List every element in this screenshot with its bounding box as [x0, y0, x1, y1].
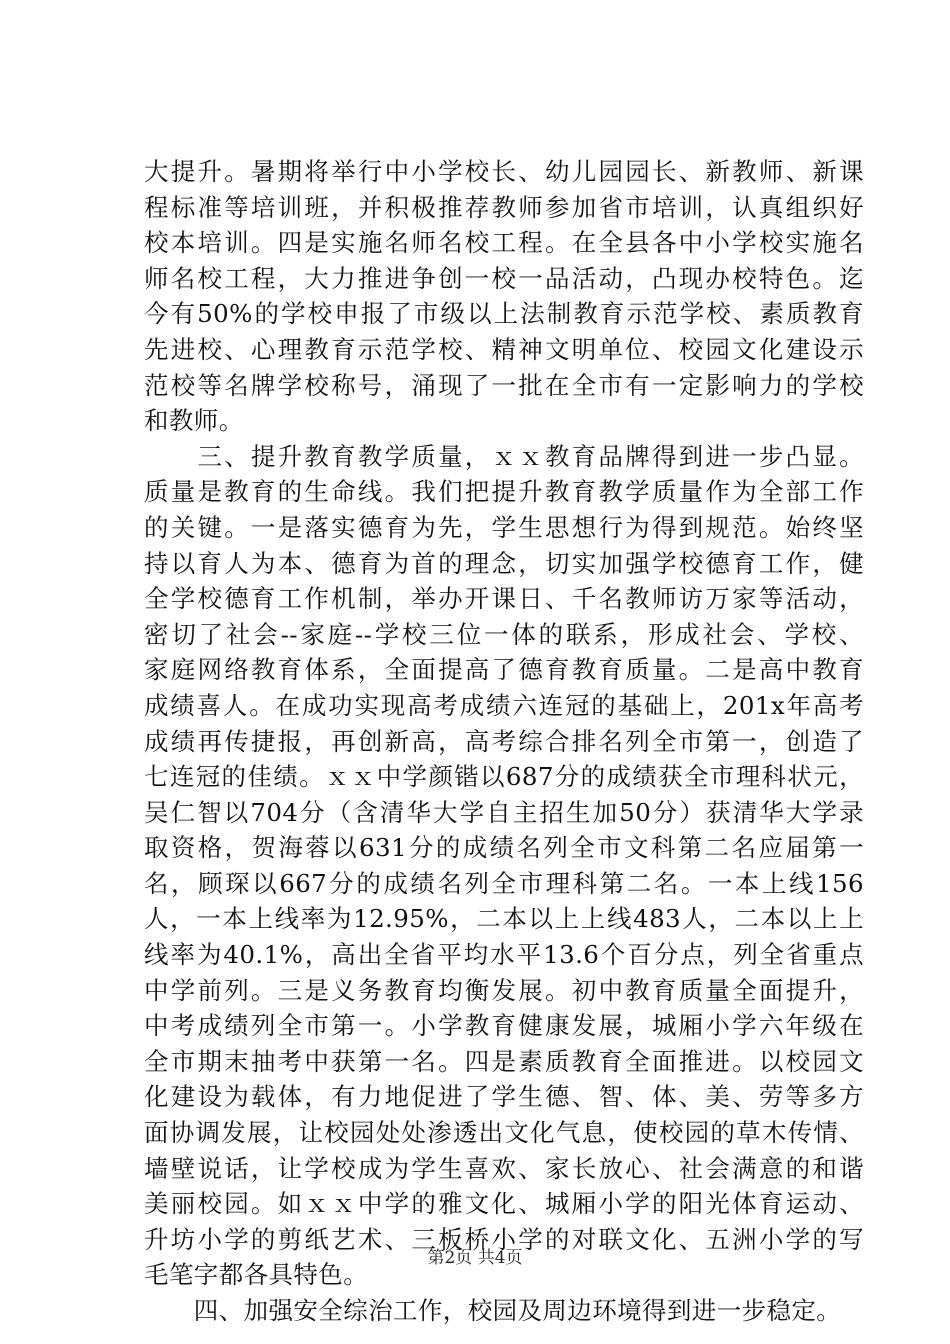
text-line: 中学前列。三是义务教育均衡发展。初中教育质量全面提升，	[144, 975, 864, 1005]
text-line: 成绩喜人。在成功实现高考成绩六连冠的基础上，201x年高考	[144, 690, 864, 720]
text-line: 全学校德育工作机制，举办开课日、千名教师访万家等活动，	[144, 584, 864, 614]
text-line: 家庭网络教育体系，全面提高了德育教育质量。二是高中教育	[144, 655, 864, 685]
text-line: 线率为40.1%，高出全省平均水平13.6个百分点，列全省重点	[144, 940, 864, 970]
text-line: 质量是教育的生命线。我们把提升教育教学质量作为全部工作	[144, 477, 864, 507]
text-line: 七连冠的佳绩。ｘｘ中学颜锴以687分的成绩获全市理科状元，	[144, 762, 864, 792]
text-line: 取资格，贺海蓉以631分的成绩名列全市文科第二名应届第一	[144, 833, 864, 863]
text-line: 程标准等培训班，并积极推荐教师参加省市培训，认真组织好	[144, 192, 864, 222]
text-line: 密切了社会--家庭--学校三位一体的联系，形成社会、学校、	[144, 619, 864, 649]
text-line: 大提升。暑期将举行中小学校长、幼儿园园长、新教师、新课	[144, 157, 864, 186]
page-footer: 第2页 共4页	[427, 1248, 523, 1268]
text-line: 全市期末抽考中获第一名。四是素质教育全面推进。以校园文	[144, 1046, 864, 1076]
text-line: 和教师。	[144, 406, 244, 436]
text-line: 三、提升教育教学质量，ｘｘ教育品牌得到进一步凸显。	[144, 441, 864, 471]
text-line: 吴仁智以704分（含清华大学自主招生加50分）获清华大学录	[144, 797, 864, 827]
text-line: 中考成绩列全市第一。小学教育健康发展，城厢小学六年级在	[144, 1011, 864, 1041]
text-line: 面协调发展，让校园处处渗透出文化气息，使校园的草木传情、	[144, 1118, 864, 1148]
text-line: 人，一本上线率为12.95%，二本以上上线483人，二本以上上	[144, 904, 864, 934]
text-line: 毛笔字都各具特色。	[144, 1260, 369, 1290]
body-text	[144, 154, 864, 1329]
text-line: 师名校工程，大力推进争创一校一品活动，凸现办校特色。迄	[144, 263, 864, 293]
text-line: 范校等名牌学校称号，涌现了一批在全市有一定影响力的学校	[144, 370, 864, 400]
text-line: 成绩再传捷报，再创新高，高考综合排名列全市第一，创造了	[144, 726, 864, 756]
text-line: 先进校、心理教育示范学校、精神文明单位、校园文化建设示	[144, 334, 864, 364]
text-line: 校本培训。四是实施名师名校工程。在全县各中小学校实施名	[144, 228, 864, 258]
text-line: 化建设为载体，有力地促进了学生德、智、体、美、劳等多方	[144, 1082, 864, 1112]
text-line: 持以育人为本、德育为首的理念，切实加强学校德育工作，健	[144, 548, 864, 578]
text-line: 名，顾琛以667分的成绩名列全市理科第二名。一本上线156	[144, 868, 864, 898]
text-line: 升坊小学的剪纸艺术、三板桥小学的对联文化、五洲小学的写	[144, 1224, 864, 1254]
text-line: 墙壁说话，让学校成为学生喜欢、家长放心、社会满意的和谐	[144, 1153, 864, 1183]
text-line: 美丽校园。如ｘｘ中学的雅文化、城厢小学的阳光体育运动、	[144, 1189, 864, 1219]
text-line: 今有50%的学校申报了市级以上法制教育示范学校、素质教育	[144, 299, 864, 329]
text-line: 的关键。一是落实德育为先，学生思想行为得到规范。始终坚	[144, 512, 864, 542]
text-line: 四、加强安全综治工作，校园及周边环境得到进一步稳定。	[144, 1296, 842, 1325]
